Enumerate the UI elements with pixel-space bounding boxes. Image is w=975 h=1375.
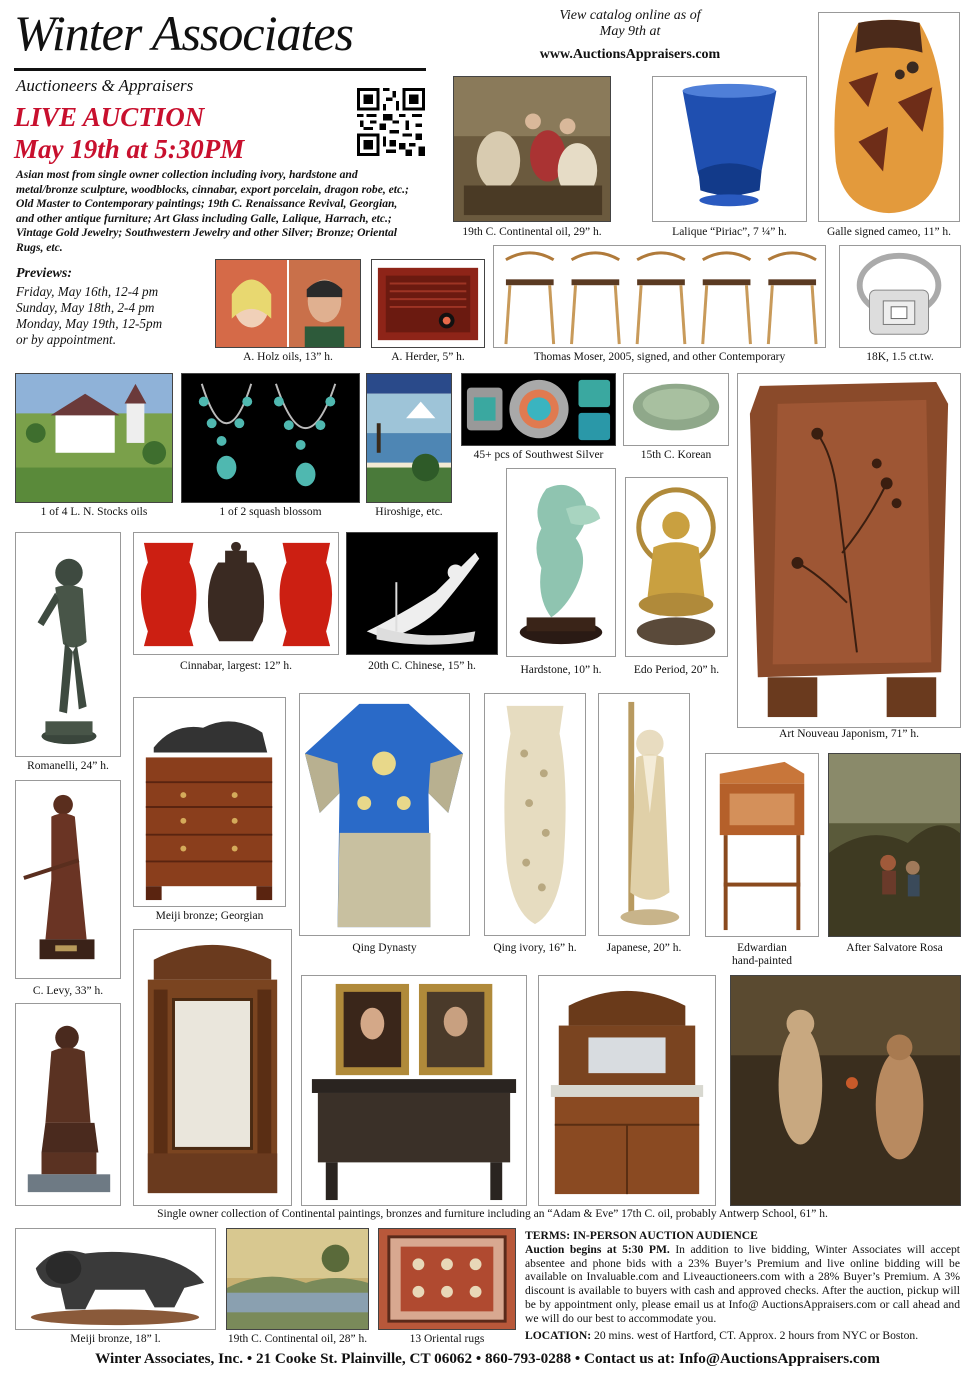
photo-edo-buddha <box>625 477 728 657</box>
terms-section <box>525 1229 960 1342</box>
photo-chinese-ivory <box>346 532 498 655</box>
company-logo-title: Winter Associates <box>14 5 354 61</box>
caption-chinese: 20th C. Chinese, 15” h. <box>368 660 476 672</box>
auction-date: May 19th at 5:30PM <box>14 134 245 164</box>
photo-continental-paintings-cabinet <box>301 975 527 1206</box>
preview-line: or by appointment. <box>16 332 116 347</box>
caption-rugs: 13 Oriental rugs <box>409 1333 485 1345</box>
caption-southwest: 45+ pcs of Southwest Silver <box>473 449 604 461</box>
photo-seated-bronze <box>15 1003 121 1206</box>
terms-text: In addition to live bidding, Winter Associates will accept absentee and phone bids with a 23% Buyer’s Premium and live online bidding will be available on Invaluable.com and Liveauctioneers.com with a 28% Buyer’s Premium. A 3% discount is available to buyers with cash and approved checks. After the auction, pickup will be by appointment only, please email us at Info@ AuctionsAppraisers.com or call ahead and we will do our best to accommodate you. <box>525 1242 960 1325</box>
photo-romanelli-bronze <box>15 532 121 757</box>
caption-levy: C. Levy, 33” h. <box>32 985 104 997</box>
photo-meiji-georgian <box>133 697 286 907</box>
photo-herder-box <box>371 259 485 348</box>
photo-nouveau-screen <box>737 373 961 728</box>
terms-body <box>525 1243 960 1326</box>
photo-continental-oil <box>453 76 611 222</box>
photo-edwardian-stand <box>705 753 819 937</box>
photo-squash-blossom <box>181 373 360 503</box>
photo-adam-eve-oil <box>730 975 961 1206</box>
catalog-notice <box>520 8 740 40</box>
photo-japanese-figure <box>598 693 690 936</box>
photo-hiroshige <box>366 373 452 503</box>
caption-edwardian <box>705 942 819 968</box>
company-subtitle: Auctioneers & Appraisers <box>16 76 194 95</box>
caption-edo: Edo Period, 20” h. <box>633 664 720 676</box>
photo-qing-ivory-vase <box>484 693 586 936</box>
caption-romanelli: Romanelli, 24” h. <box>27 760 109 772</box>
photo-renaissance-cabinet <box>133 929 292 1206</box>
caption-edwardian-line-2: hand-painted <box>731 955 793 967</box>
photo-holz-oils <box>215 259 361 348</box>
photo-continental-28 <box>226 1228 369 1330</box>
location-text: 20 mins. west of Hartford, CT. Approx. 2 hours from NYC or Boston. <box>591 1328 919 1342</box>
photo-moser-stools <box>493 245 826 348</box>
caption-hardstone: Hardstone, 10” h. <box>520 664 602 676</box>
caption-moser: Thomas Moser, 2005, signed, and other Contemporary <box>533 351 786 363</box>
footer-contact: Winter Associates, Inc. • 21 Cooke St. Plainville, CT 06062 • 860-793-0288 • Contact us at: Info@AuctionsAppraisers.com <box>95 1350 880 1367</box>
photo-cinnabar <box>133 532 339 655</box>
caption-continental-28: 19th C. Continental oil, 28” h. <box>227 1333 368 1345</box>
catalog-url-link[interactable]: www.AuctionsAppraisers.com <box>539 47 721 62</box>
logo-rule <box>14 68 426 71</box>
caption-qing-dynasty: Qing Dynasty <box>352 942 417 954</box>
caption-rosa: After Salvatore Rosa <box>846 942 943 954</box>
caption-galle: Galle signed cameo, 11” h. <box>826 226 952 238</box>
photo-galle-vase <box>818 12 960 222</box>
caption-qing-ivory: Qing ivory, 16” h. <box>493 942 577 954</box>
photo-korean-bowl <box>623 373 729 446</box>
caption-korean: 15th C. Korean <box>640 449 712 461</box>
caption-edwardian-line-1: Edwardian <box>737 942 787 954</box>
location-line <box>525 1329 960 1343</box>
caption-squash: 1 of 2 squash blossom <box>219 506 322 518</box>
previews-heading: Previews: <box>16 266 72 281</box>
terms-lead: Auction begins at 5:30 PM. <box>525 1242 670 1256</box>
caption-hiroshige: Hiroshige, etc. <box>375 506 443 518</box>
photo-levy-bronze <box>15 780 121 979</box>
photo-oriental-rug <box>378 1228 516 1330</box>
qr-code[interactable] <box>357 88 425 156</box>
caption-nouveau: Art Nouveau Japonism, 71” h. <box>779 728 919 740</box>
preview-line: Monday, May 19th, 12-5pm <box>16 316 163 331</box>
photo-diamond-ring <box>839 245 961 348</box>
preview-line: Sunday, May 18th, 2-4 pm <box>16 300 155 315</box>
photo-stocks-oil <box>15 373 173 503</box>
photo-meiji-lion <box>15 1228 216 1330</box>
photo-carved-sideboard <box>538 975 716 1206</box>
caption-continental-oil: 19th C. Continental oil, 29” h. <box>462 226 602 238</box>
catalog-line-2: May 9th at <box>599 24 661 39</box>
caption-lalique: Lalique “Piriac”, 7 ¼” h. <box>672 226 787 238</box>
photo-salvatore-rosa <box>828 753 961 937</box>
caption-holz: A. Holz oils, 13” h. <box>243 351 333 363</box>
caption-ring: 18K, 1.5 ct.tw. <box>866 351 934 363</box>
caption-stocks: 1 of 4 L. N. Stocks oils <box>40 506 148 518</box>
photo-lalique-vase <box>652 76 807 222</box>
auction-description: Asian most from single owner collection including ivory, hardstone and metal/bronze sculpture, woodblocks, cinnabar, export porcelain, dragon robe, etc.; Old Master to Contemporary paintings; 19th C. Renaissance Revival, Georgian, and other antique furniture; Art Glass including Galle, Lalique, Harrach, etc.; Vintage Gold Jewelry; Southwestern Jewelry and other Silver; Bronze; Oriental Rugs, etc. <box>16 168 409 254</box>
photo-southwest-silver <box>461 373 616 446</box>
live-auction-heading: LIVE AUCTION <box>14 102 205 132</box>
caption-single-owner: Single owner collection of Continental paintings, bronzes and furniture including an “Adam & Eve” 17th C. oil, probably Antwerp School, 61” h. <box>157 1208 828 1220</box>
caption-cinnabar: Cinnabar, largest: 12” h. <box>179 660 293 672</box>
caption-meiji-lion: Meiji bronze, 18” l. <box>70 1333 161 1345</box>
terms-heading: TERMS: IN-PERSON AUCTION AUDIENCE <box>525 1229 758 1242</box>
preview-line: Friday, May 16th, 12-4 pm <box>16 284 159 299</box>
caption-herder: A. Herder, 5” h. <box>391 351 465 363</box>
location-label: LOCATION: <box>525 1328 592 1342</box>
caption-japanese: Japanese, 20” h. <box>606 942 682 954</box>
caption-meiji-georgian: Meiji bronze; Georgian <box>155 910 264 922</box>
photo-qing-dragon-robe <box>299 693 470 936</box>
photo-hardstone-carving <box>506 468 616 657</box>
catalog-line-1: View catalog online as of <box>559 8 701 23</box>
